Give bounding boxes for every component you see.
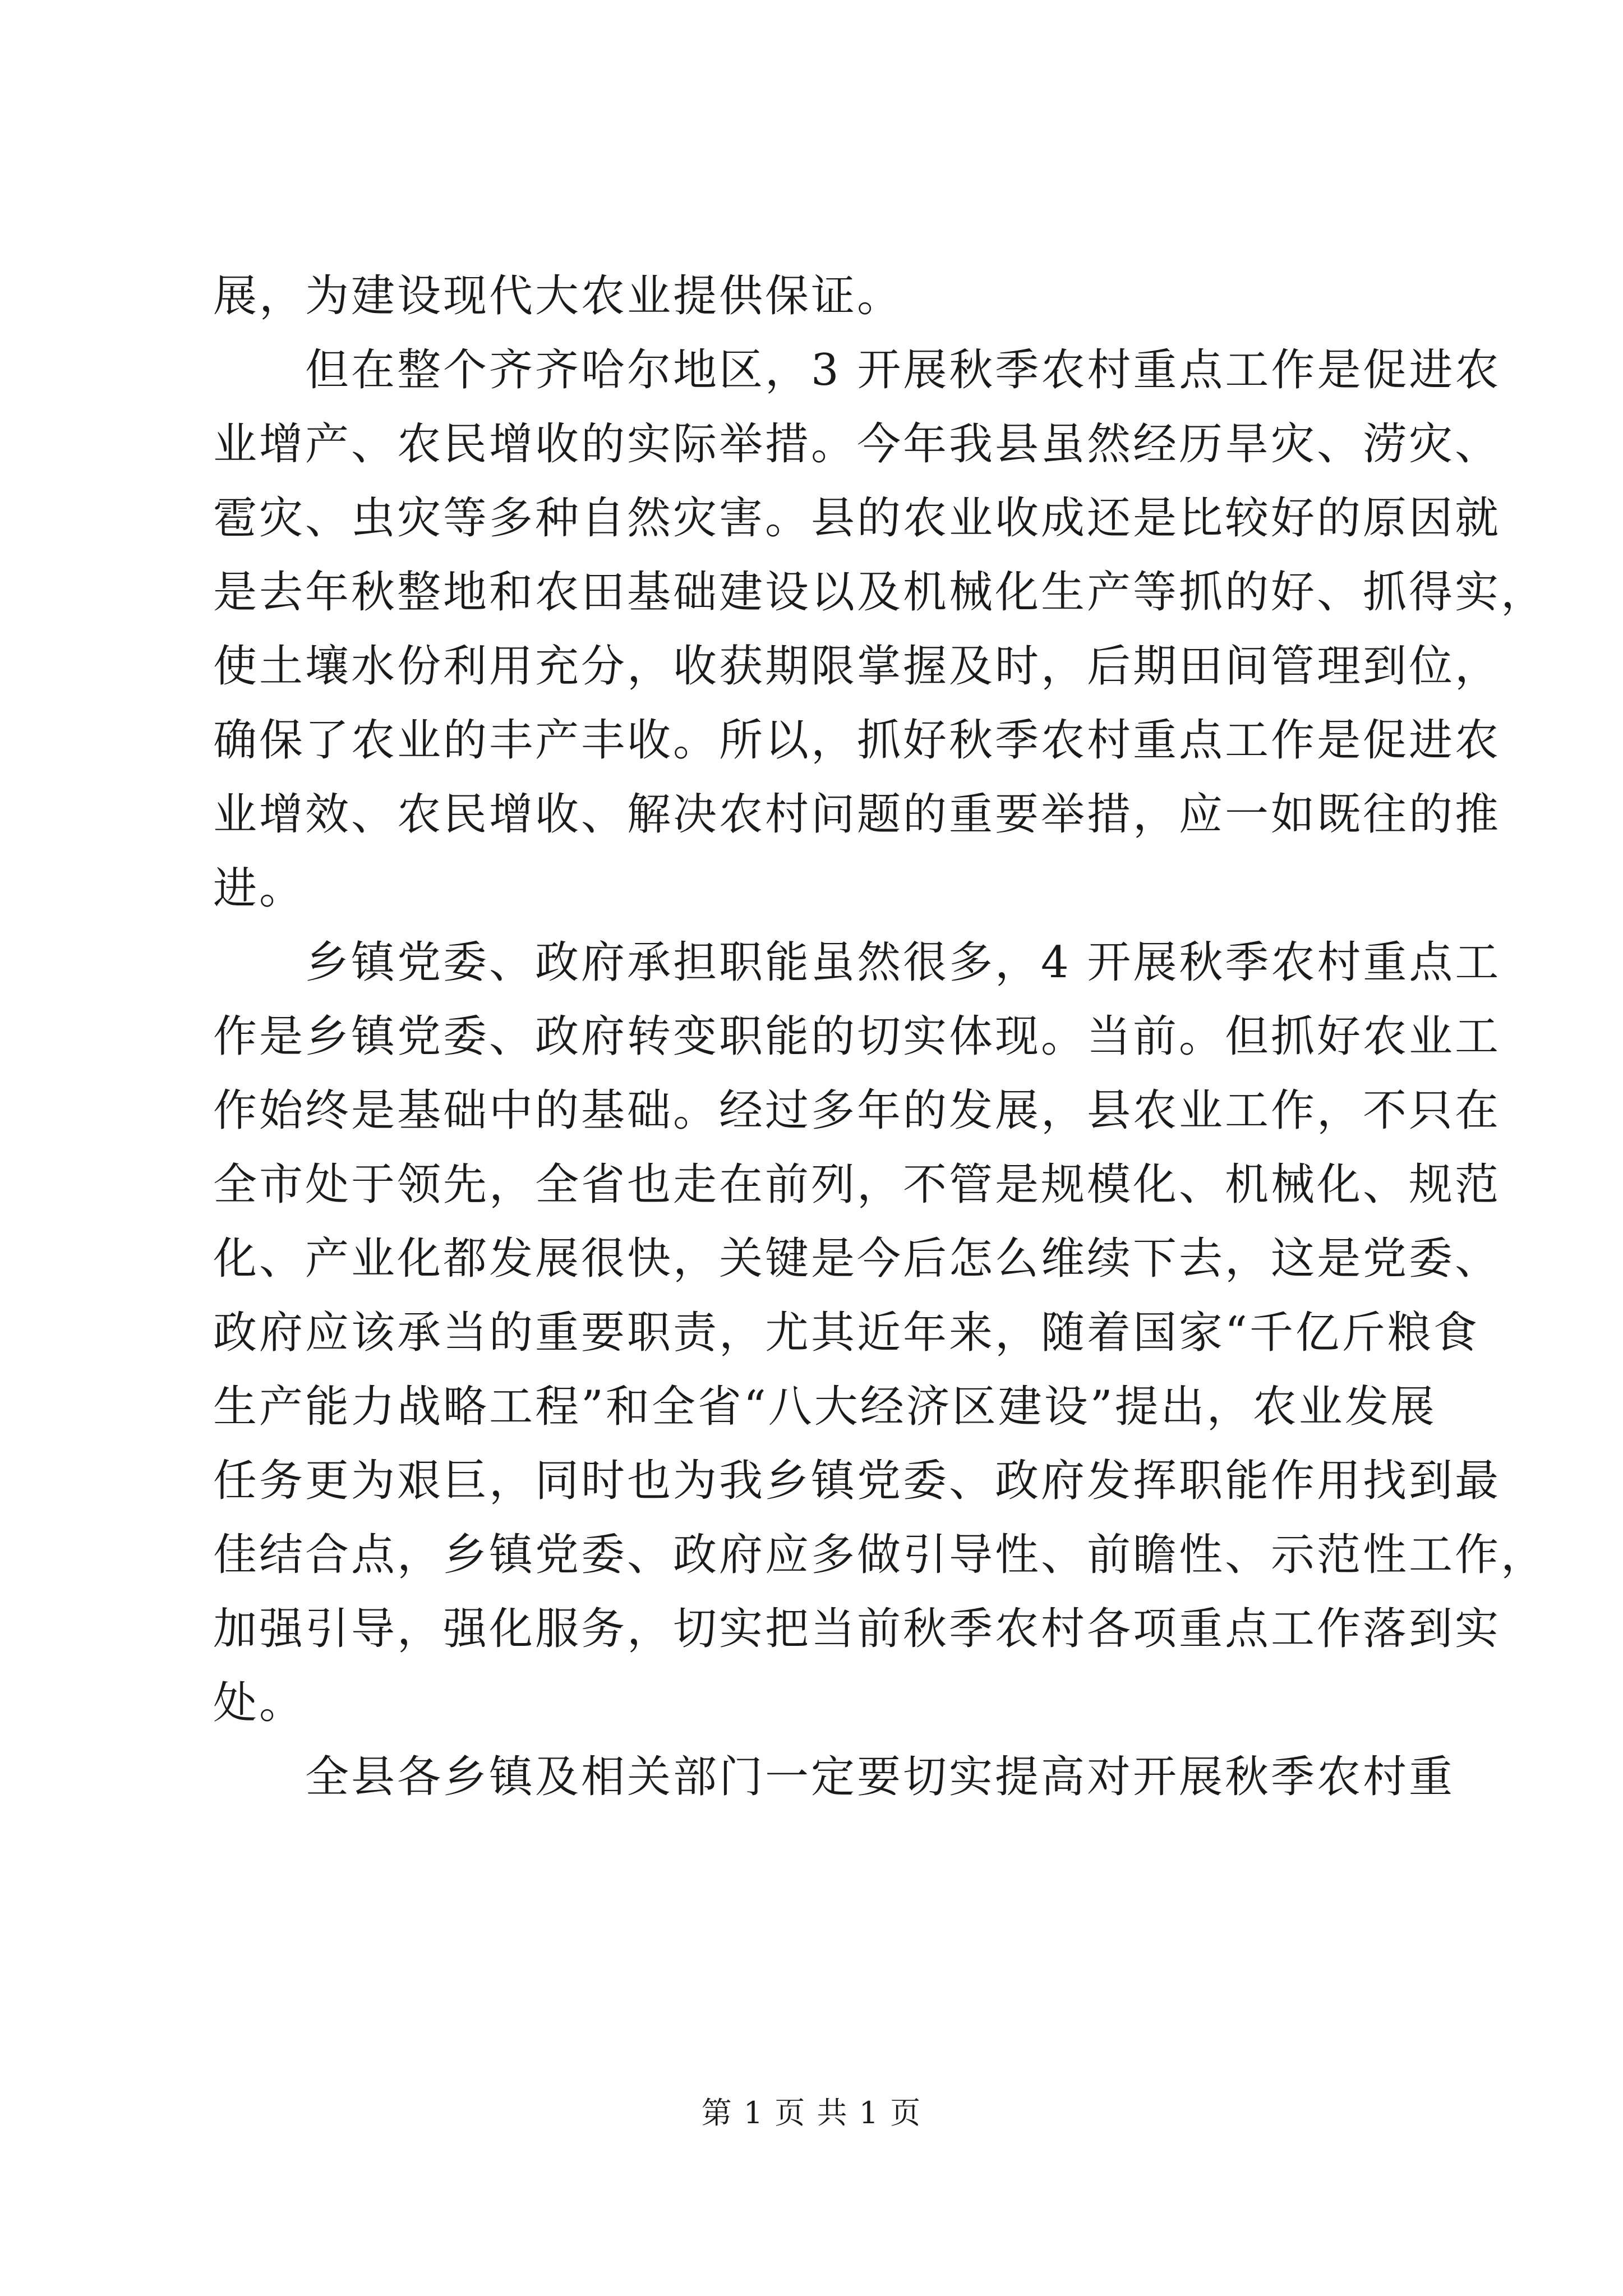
text-line: 佳结合点，乡镇党委、政府应多做引导性、前瞻性、示范性工作， (213, 1530, 1547, 1580)
paragraph (213, 259, 1413, 333)
text-line: 全县各乡镇及相关部门一定要切实提高对开展秋季农村重 (305, 1752, 1455, 1802)
text-line: 生产能力战略工程”和全省“八大经济区建设”提出，农业发展 (213, 1382, 1437, 1432)
page-footer (0, 2093, 1623, 2133)
text-line: 全市处于领先，全省也走在前列，不管是规模化、机械化、规范 (213, 1159, 1501, 1210)
text-line: 加强引导，强化服务，切实把当前秋季农村各项重点工作落到实 (213, 1604, 1501, 1654)
text-line: 作始终是基础中的基础。经过多年的发展，县农业工作，不只在 (213, 1085, 1501, 1136)
text-line: 业增效、农民增收、解决农村问题的重要举措，应一如既往的推 (213, 789, 1501, 840)
page-number-label: 第 1 页 共 1 页 (701, 2095, 922, 2131)
paragraph (213, 926, 1547, 1740)
text-line: 乡镇党委、政府承担职能虽然很多，4 开展秋季农村重点工 (305, 937, 1501, 988)
document-body (213, 259, 1547, 1814)
text-line: 政府应该承当的重要职责，尤其近年来，随着国家“千亿斤粮食 (213, 1308, 1479, 1358)
text-line: 化、产业化都发展很快，关键是今后怎么维续下去，这是党委、 (213, 1234, 1501, 1284)
text-line: 是去年秋整地和农田基础建设以及机械化生产等抓的好、抓得实， (213, 567, 1547, 618)
text-line: 作是乡镇党委、政府转变职能的切实体现。当前。但抓好农业工 (213, 1011, 1501, 1062)
text-line: 任务更为艰巨，同时也为我乡镇党委、政府发挥职能作用找到最 (213, 1456, 1501, 1506)
text-line: 确保了农业的丰产丰收。所以，抓好秋季农村重点工作是促进农 (213, 715, 1501, 766)
text-line: 但在整个齐齐哈尔地区，3 开展秋季农村重点工作是促进农 (305, 345, 1501, 395)
paragraph (213, 333, 1547, 926)
text-line: 处。 (213, 1678, 306, 1728)
text-line: 使土壤水份利用充分，收获期限掌握及时，后期田间管理到位， (213, 641, 1501, 692)
text-line: 进。 (213, 863, 306, 914)
text-line: 展，为建设现代大农业提供保证。 (213, 271, 903, 321)
text-line: 雹灾、虫灾等多种自然灾害。县的农业收成还是比较好的原因就 (213, 493, 1501, 544)
paragraph (213, 1740, 1455, 1814)
text-line: 业增产、农民增收的实际举措。今年我县虽然经历旱灾、涝灾、 (213, 419, 1501, 470)
